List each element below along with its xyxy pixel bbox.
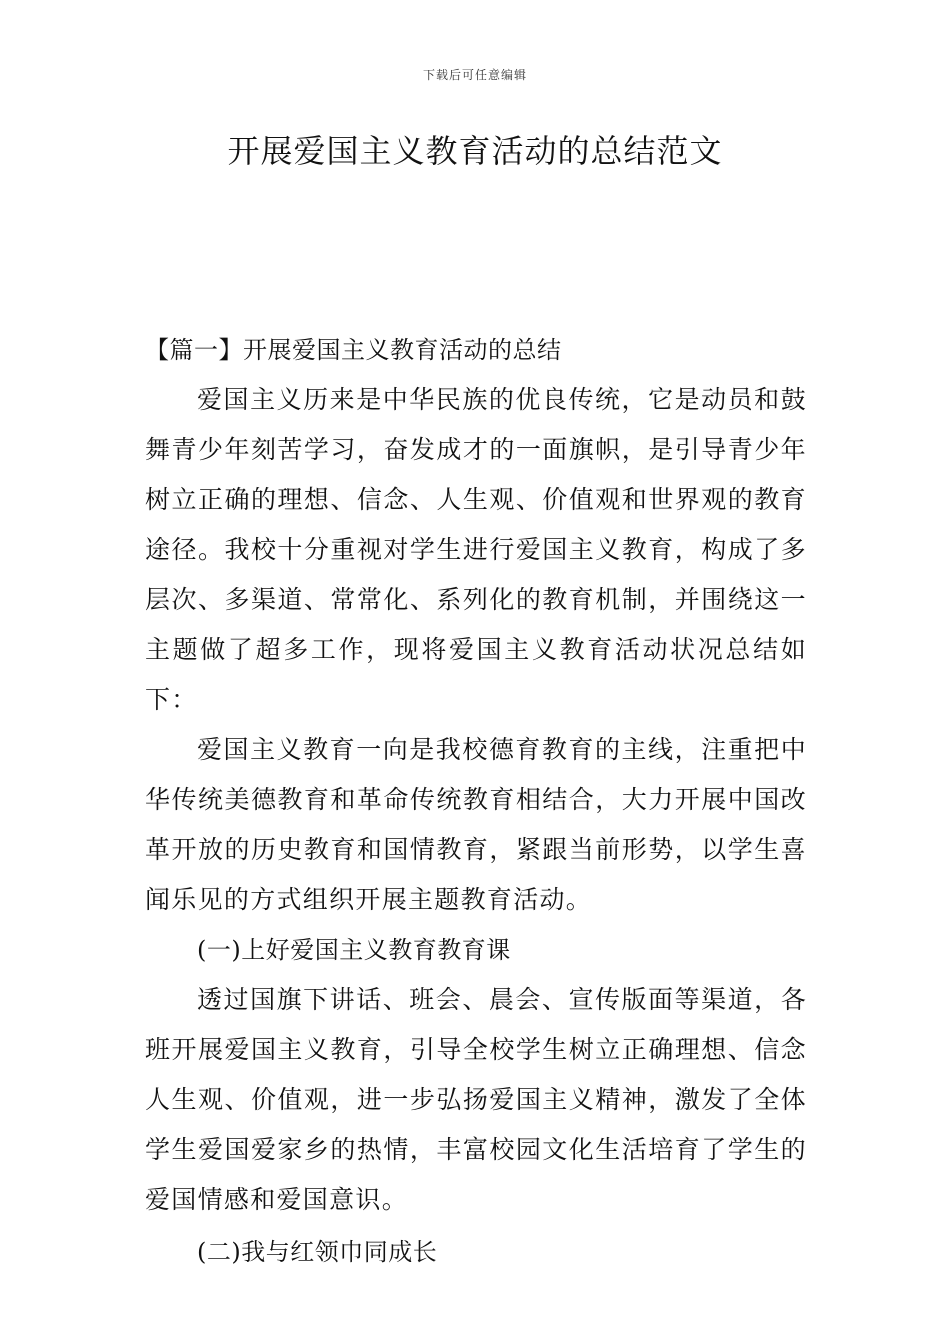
subsection-heading-2: (二)我与红领巾同成长: [197, 1238, 438, 1266]
header-note: 下载后可任意编辑: [422, 68, 527, 82]
document-body: [145, 325, 807, 1277]
paragraph-intro: 爱国主义历来是中华民族的优良传统，它是动员和鼓舞青少年刻苦学习，奋发成才的一面旗帜，是引导青少年树立正确的理想、信念、人生观、价值观和世界观的教育途径。我校十分重视对学生进行爱国主义教育，构成了多层次、多渠道、常常化、系列化的教育机制，并围绕这一主题做了超多工作，现将爱国主义教育活动状况总结如下：: [145, 385, 807, 714]
paragraph-class-education: 透过国旗下讲话、班会、晨会、宣传版面等渠道，各班开展爱国主义教育，引导全校学生树立正确理想、信念人生观、价值观，进一步弘扬爱国主义精神，激发了全体学生爱国爱家乡的热情，丰富校园文化生活培育了学生的爱国情感和爱国意识。: [145, 985, 807, 1214]
paragraph-main-line: 爱国主义教育一向是我校德育教育的主线，注重把中华传统美德教育和革命传统教育相结合，大力开展中国改革开放的历史教育和国情教育，紧跟当前形势，以学生喜闻乐见的方式组织开展主题教育活动。: [145, 735, 807, 914]
section-heading: 【篇一】开展爱国主义教育活动的总结: [145, 336, 562, 364]
subsection-heading-1: (一)上好爱国主义教育教育课: [197, 936, 511, 964]
document-title: 开展爱国主义教育活动的总结范文: [227, 132, 723, 170]
